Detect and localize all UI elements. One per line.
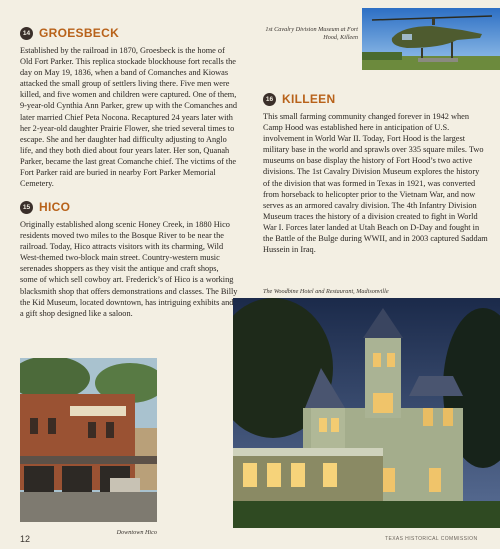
hico-number-badge: 15 [20, 201, 33, 214]
groesbeck-heading [20, 26, 119, 40]
hico-heading [20, 200, 70, 214]
groesbeck-title: GROESBECK [39, 26, 120, 40]
victorian-hotel-image [233, 298, 500, 528]
hico-body: Originally established along scenic Honey Creek, in 1880 Hico residents moved two miles to the Bosque River to be near the railroad. Today, Hico attracts visitors with its charming, Wild West-themed two-block main street. Country-western music serenades shoppers as they visit the antique and craft shops, some of which sell cowboy art. Frederick’s of Hico is a working blacksmith shop that offers demonstrations and classes. The Billy the Kid Museum, located downtown, has intriguing exhibits and a gift shop designed like a saloon. [20, 220, 238, 318]
museum-caption: 1st Cavalry Division Museum at Fort Hood, Killeen [265, 26, 358, 41]
groesbeck-body: Established by the railroad in 1870, Groesbeck is the home of Old Fort Parker. This replica stockade blockhouse fort recalls the day on May 19, 1836, when a band of Comanches and Kiowas attacked the small group of settlers living there. Five men were killed, and five women and children were captured. One of them, 9-year-old Cynthia Ann Parker, grew up with the Comanches and later married Chief Peta Nocona. Recaptured 24 years later with her 2-year-old daughter Prairie Flower, she tried several times to escape. She and her daughter had difficulty adjusting to Anglo life, and they both died about four years later. Her son, Quanah Parker, became the last great Comanche chief. The victims of the Fort Parker raid are buried in nearby Fort Parker Memorial Cemetery. [20, 46, 238, 189]
hotel-caption: The Woodbine Hotel and Restaurant, Madisonville [263, 288, 389, 295]
downtown-caption: Downtown Hico [116, 529, 157, 536]
footer-organization: TEXAS HISTORICAL COMMISSION [385, 536, 478, 542]
helicopter-image [362, 8, 500, 70]
killeen-number-badge: 16 [263, 93, 276, 106]
groesbeck-number-badge: 14 [20, 27, 33, 40]
killeen-heading [263, 92, 335, 106]
hico-title: HICO [39, 200, 71, 214]
downtown-hico-photo [20, 358, 157, 522]
hotel-photo [233, 298, 500, 528]
museum-photo [362, 8, 500, 70]
page-number: 12 [20, 534, 31, 544]
killeen-title: KILLEEN [282, 92, 336, 106]
killeen-body: This small farming community changed forever in 1942 when Camp Hood was established here in anticipation of U.S. involvement in World War II. Today, Fort Hood is the largest military base in the world and sprawls over 335 square miles. Two museums on base display the history of Fort Hood’s two active divisions. The 1st Cavalry Division Museum explores the history of the division that was formed in Texas in 1921, was converted from horseback to helicopter prior to the Vietnam War, and now serves as an armored cavalry division. The 4th Infantry Division Museum traces the history of a division created to fight in World War I. Forces later landed at Utah Beach on D-Day and fought in the Battle of the Bulge during WWII, and in 2003 captured Saddam Hussein in Iraq. [263, 112, 488, 255]
storefront-image [20, 358, 157, 522]
